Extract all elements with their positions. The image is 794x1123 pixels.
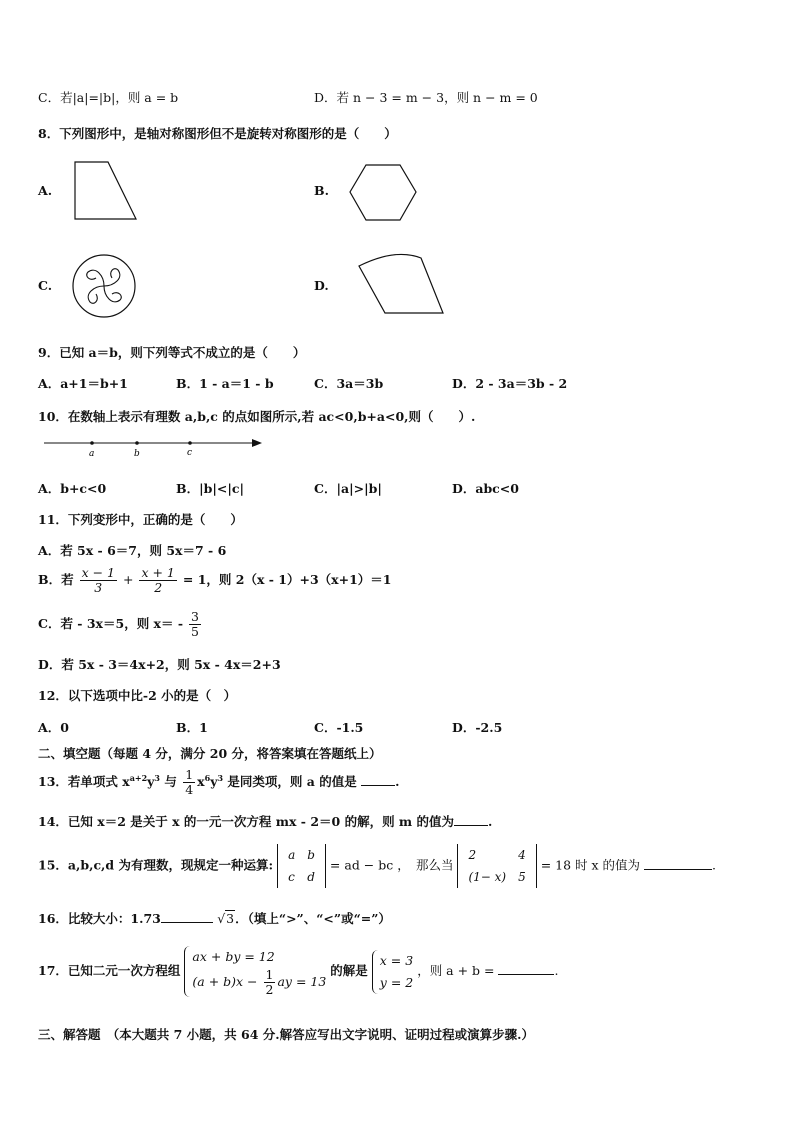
q12-stem: 12．以下选项中比-2 小的是（ ） xyxy=(38,688,237,703)
q10-option-a: A．b+c<0 xyxy=(38,481,107,496)
q10-number-line xyxy=(42,434,266,462)
q14-answer-blank xyxy=(454,825,488,826)
q13: 13．若单项式 $x^{a+2}y^3$ 与 $\frac{1}{4}$ $x^6y^3$ 是同类项，则 a 的值是 . xyxy=(38,767,400,797)
q11-option-b: B．若 $\frac{x - 1}{3}$ + $\frac{x + 1}{2}$ = 1，则 2（x - 1）+3（x+1）＝1 xyxy=(38,565,392,595)
q11-option-c: C．若 - 3x＝5，则 x＝ - $\frac{3}{5}$ xyxy=(38,609,199,639)
q15-answer-blank xyxy=(644,869,712,870)
q13-fraction: $\frac{1}{4}$ xyxy=(185,767,194,797)
q8-label-d: D. xyxy=(314,278,329,293)
q16-sqrt: √3 xyxy=(217,911,235,926)
q17-equation-system: ax + by = 12 (a + b)x − $\frac{1}{2}$ ay = 13 xyxy=(184,946,326,997)
q10-option-c: C．|a|>|b| xyxy=(314,481,382,496)
q10-stem: 10．在数轴上表示有理数 a,b,c 的点如图所示,若 ac<0,b+a<0,则（ ）. xyxy=(38,409,476,424)
q8-stem: 8．下列图形中，是轴对称图形但不是旋转对称图形的是（ ） xyxy=(38,126,397,141)
q11-option-a: A．若 5x - 6＝7，则 5x＝7 - 6 xyxy=(38,543,227,558)
q14: 14．已知 x＝2 是关于 x 的一元一次方程 mx - 2＝0 的解，则 m 的值为 . xyxy=(38,814,493,829)
q16: 16．比较大小：1.73 √3．（填上“>”、“<”或“=”） xyxy=(38,911,391,926)
q9-option-d: D．2 - 3a＝3b - 2 xyxy=(452,376,568,391)
q15-determinant-2: 2 4 (1− x) 5 xyxy=(457,844,536,888)
q8-figure-pinwheel-circle xyxy=(70,252,138,320)
q17-answer-blank xyxy=(498,974,554,975)
q9-option-b: B．1 - a＝1 - b xyxy=(176,376,274,391)
q8-figure-sector xyxy=(355,252,450,318)
q11-option-d: D．若 5x - 3＝4x+2，则 5x - 4x＝2+3 xyxy=(38,657,281,672)
q8-label-b: B. xyxy=(314,183,329,198)
q10-option-d: D．abc<0 xyxy=(452,481,519,496)
q11-frac-2: $\frac{x + 1}{2}$ xyxy=(141,565,175,595)
q9-option-a: A．a+1＝b+1 xyxy=(38,376,128,391)
q16-answer-blank xyxy=(161,922,213,923)
section-2-heading: 二、填空题（每题 4 分，满分 20 分，将答案填在答题纸上） xyxy=(38,746,382,761)
section-3-heading: 三、解答题 （本大题共 7 小题，共 64 分.解答应写出文字说明、证明过程或演算步骤.） xyxy=(38,1027,534,1042)
q7-option-c: C．若|a|=|b|，则 a = b xyxy=(38,90,179,105)
q12-option-d: D．-2.5 xyxy=(452,720,503,735)
q13-answer-blank xyxy=(361,785,395,786)
q7-option-d: D．若 n − 3 = m − 3，则 n − m = 0 xyxy=(314,90,538,105)
q8-label-a: A. xyxy=(38,183,53,198)
axis-label-c: c xyxy=(187,448,193,458)
q17: 17．已知二元一次方程组 ax + by = 12 (a + b)x − $\frac{1}{2}$ ay = 13 的解是 x = 3 y = 2 ，则 a + b = . xyxy=(38,946,558,997)
q11-stem: 11．下列变形中，正确的是（ ） xyxy=(38,512,243,527)
axis-label-b: b xyxy=(134,449,140,459)
q9-option-c: C．3a＝3b xyxy=(314,376,384,391)
q12-option-a: A．0 xyxy=(38,720,69,735)
q8-figure-hexagon xyxy=(348,162,418,224)
q8-figure-trapezoid xyxy=(70,158,140,224)
q12-option-c: C．-1.5 xyxy=(314,720,364,735)
q9-stem: 9．已知 a＝b，则下列等式不成立的是（ ） xyxy=(38,345,306,360)
axis-label-a: a xyxy=(89,449,95,459)
q10-option-b: B．|b|<|c| xyxy=(176,481,245,496)
q12-option-b: B．1 xyxy=(176,720,208,735)
q8-label-c: C. xyxy=(38,278,53,293)
q11-frac-1: $\frac{x - 1}{3}$ xyxy=(81,565,115,595)
q11-frac-3: $\frac{3}{5}$ xyxy=(191,609,199,639)
q15: 15．a,b,c,d 为有理数，现规定一种运算: a b c d = ad − bc ， 那么当 2 4 (1− x) 5 = 18 时 x 的值为 . xyxy=(38,844,716,888)
q17-solution-system: x = 3 y = 2 xyxy=(372,950,413,994)
q15-determinant-1: a b c d xyxy=(277,844,326,888)
